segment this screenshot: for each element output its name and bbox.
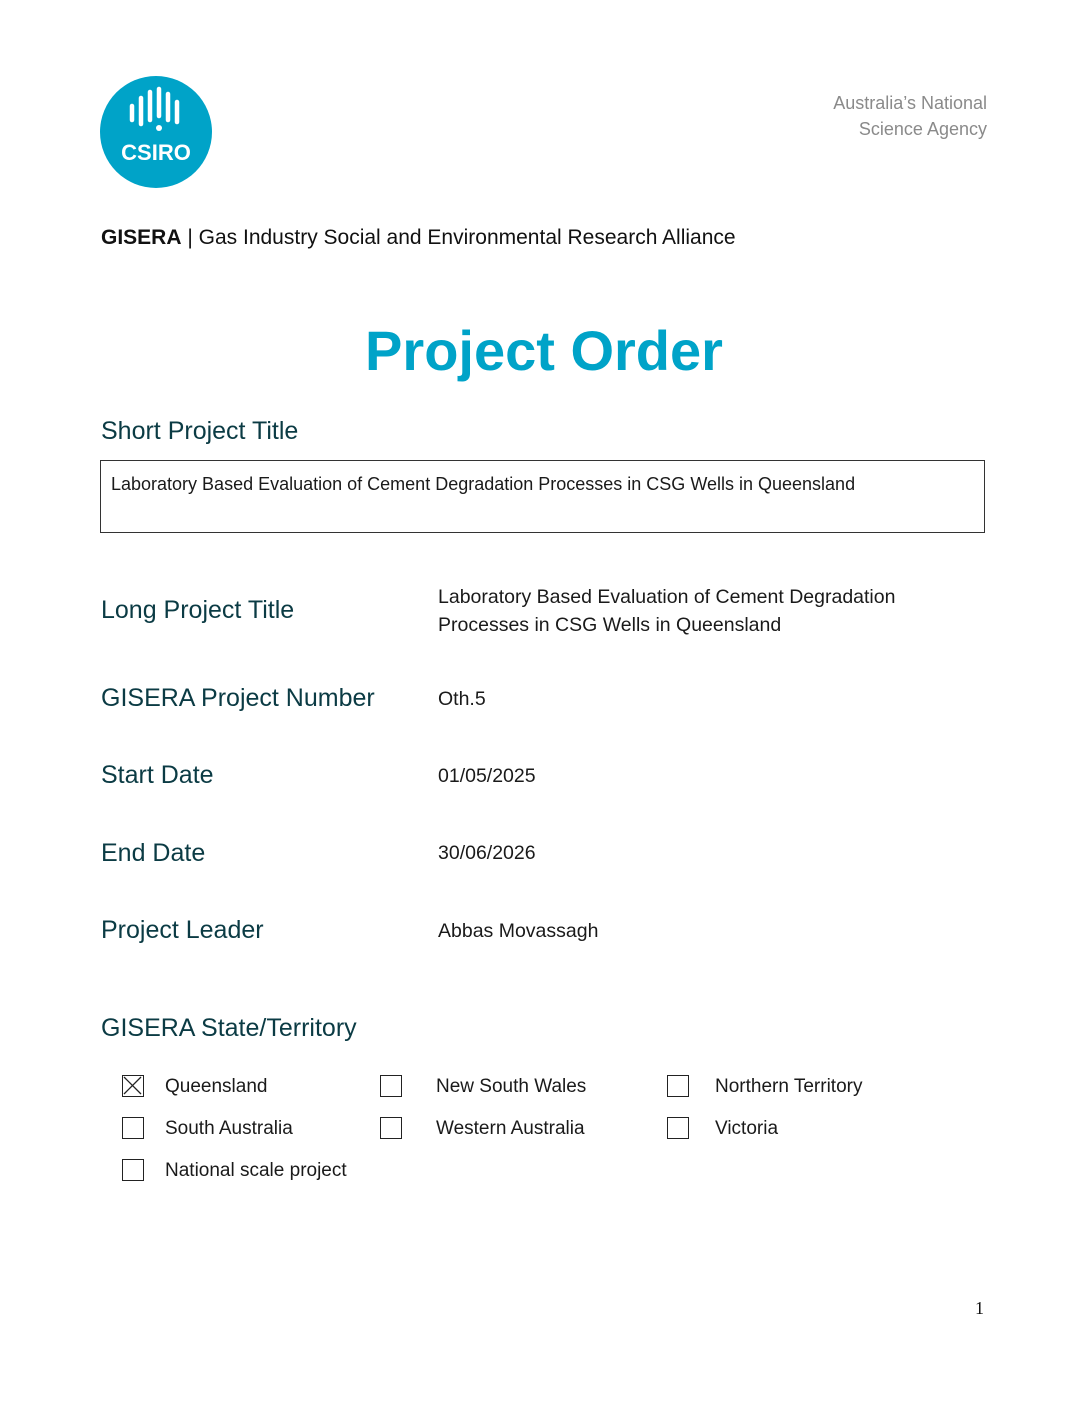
alliance-name: Gas Industry Social and Environmental Research Alliance: [198, 226, 736, 249]
label-western-australia: Western Australia: [436, 1118, 585, 1139]
project-leader-value: Abbas Movassagh: [438, 920, 599, 942]
state-territory-heading: GISERA State/Territory: [101, 1014, 357, 1042]
end-date-label: End Date: [101, 839, 206, 867]
label-south-australia: South Australia: [165, 1118, 293, 1139]
page-number: 1: [975, 1298, 984, 1318]
short-title-box: [100, 460, 985, 533]
checkbox-western-australia[interactable]: [380, 1117, 402, 1139]
agency-line-1: Australia’s National: [833, 93, 987, 113]
checkbox-northern-territory[interactable]: [667, 1075, 689, 1097]
label-new-south-wales: New South Wales: [436, 1076, 587, 1097]
end-date-value: 30/06/2026: [438, 842, 536, 864]
long-title-value: [438, 583, 978, 639]
short-title-heading: Short Project Title: [101, 417, 299, 445]
long-title-label: Long Project Title: [101, 596, 295, 624]
project-number-value: Oth.5: [438, 688, 486, 710]
alliance-line: [101, 226, 736, 250]
agency-tagline: [833, 90, 987, 142]
logo-text: CSIRO: [121, 140, 191, 165]
project-number-label: GISERA Project Number: [101, 684, 375, 712]
document-title: Project Order: [365, 319, 723, 382]
start-date-label: Start Date: [101, 761, 214, 789]
label-queensland: Queensland: [165, 1076, 268, 1097]
checkbox-queensland[interactable]: [122, 1075, 144, 1097]
long-title-line-2: Processes in CSG Wells in Queensland: [438, 614, 782, 636]
csiro-logo: [100, 76, 212, 188]
checkbox-new-south-wales[interactable]: [380, 1075, 402, 1097]
alliance-acronym: GISERA: [101, 226, 182, 249]
project-leader-label: Project Leader: [101, 916, 264, 944]
long-title-line-1: Laboratory Based Evaluation of Cement Degradation: [438, 586, 896, 608]
alliance-separator: |: [181, 226, 199, 249]
label-northern-territory: Northern Territory: [715, 1076, 863, 1097]
checkbox-victoria[interactable]: [667, 1117, 689, 1139]
start-date-value: 01/05/2025: [438, 765, 536, 787]
checkbox-cross-icon: [123, 1076, 142, 1095]
label-national-scale: National scale project: [165, 1160, 347, 1181]
short-title-value: Laboratory Based Evaluation of Cement Degradation Processes in CSG Wells in Queensland: [111, 474, 856, 494]
checkbox-south-australia[interactable]: [122, 1117, 144, 1139]
label-victoria: Victoria: [715, 1118, 779, 1139]
checkbox-national-scale[interactable]: [122, 1159, 144, 1181]
agency-line-2: Science Agency: [858, 119, 987, 139]
